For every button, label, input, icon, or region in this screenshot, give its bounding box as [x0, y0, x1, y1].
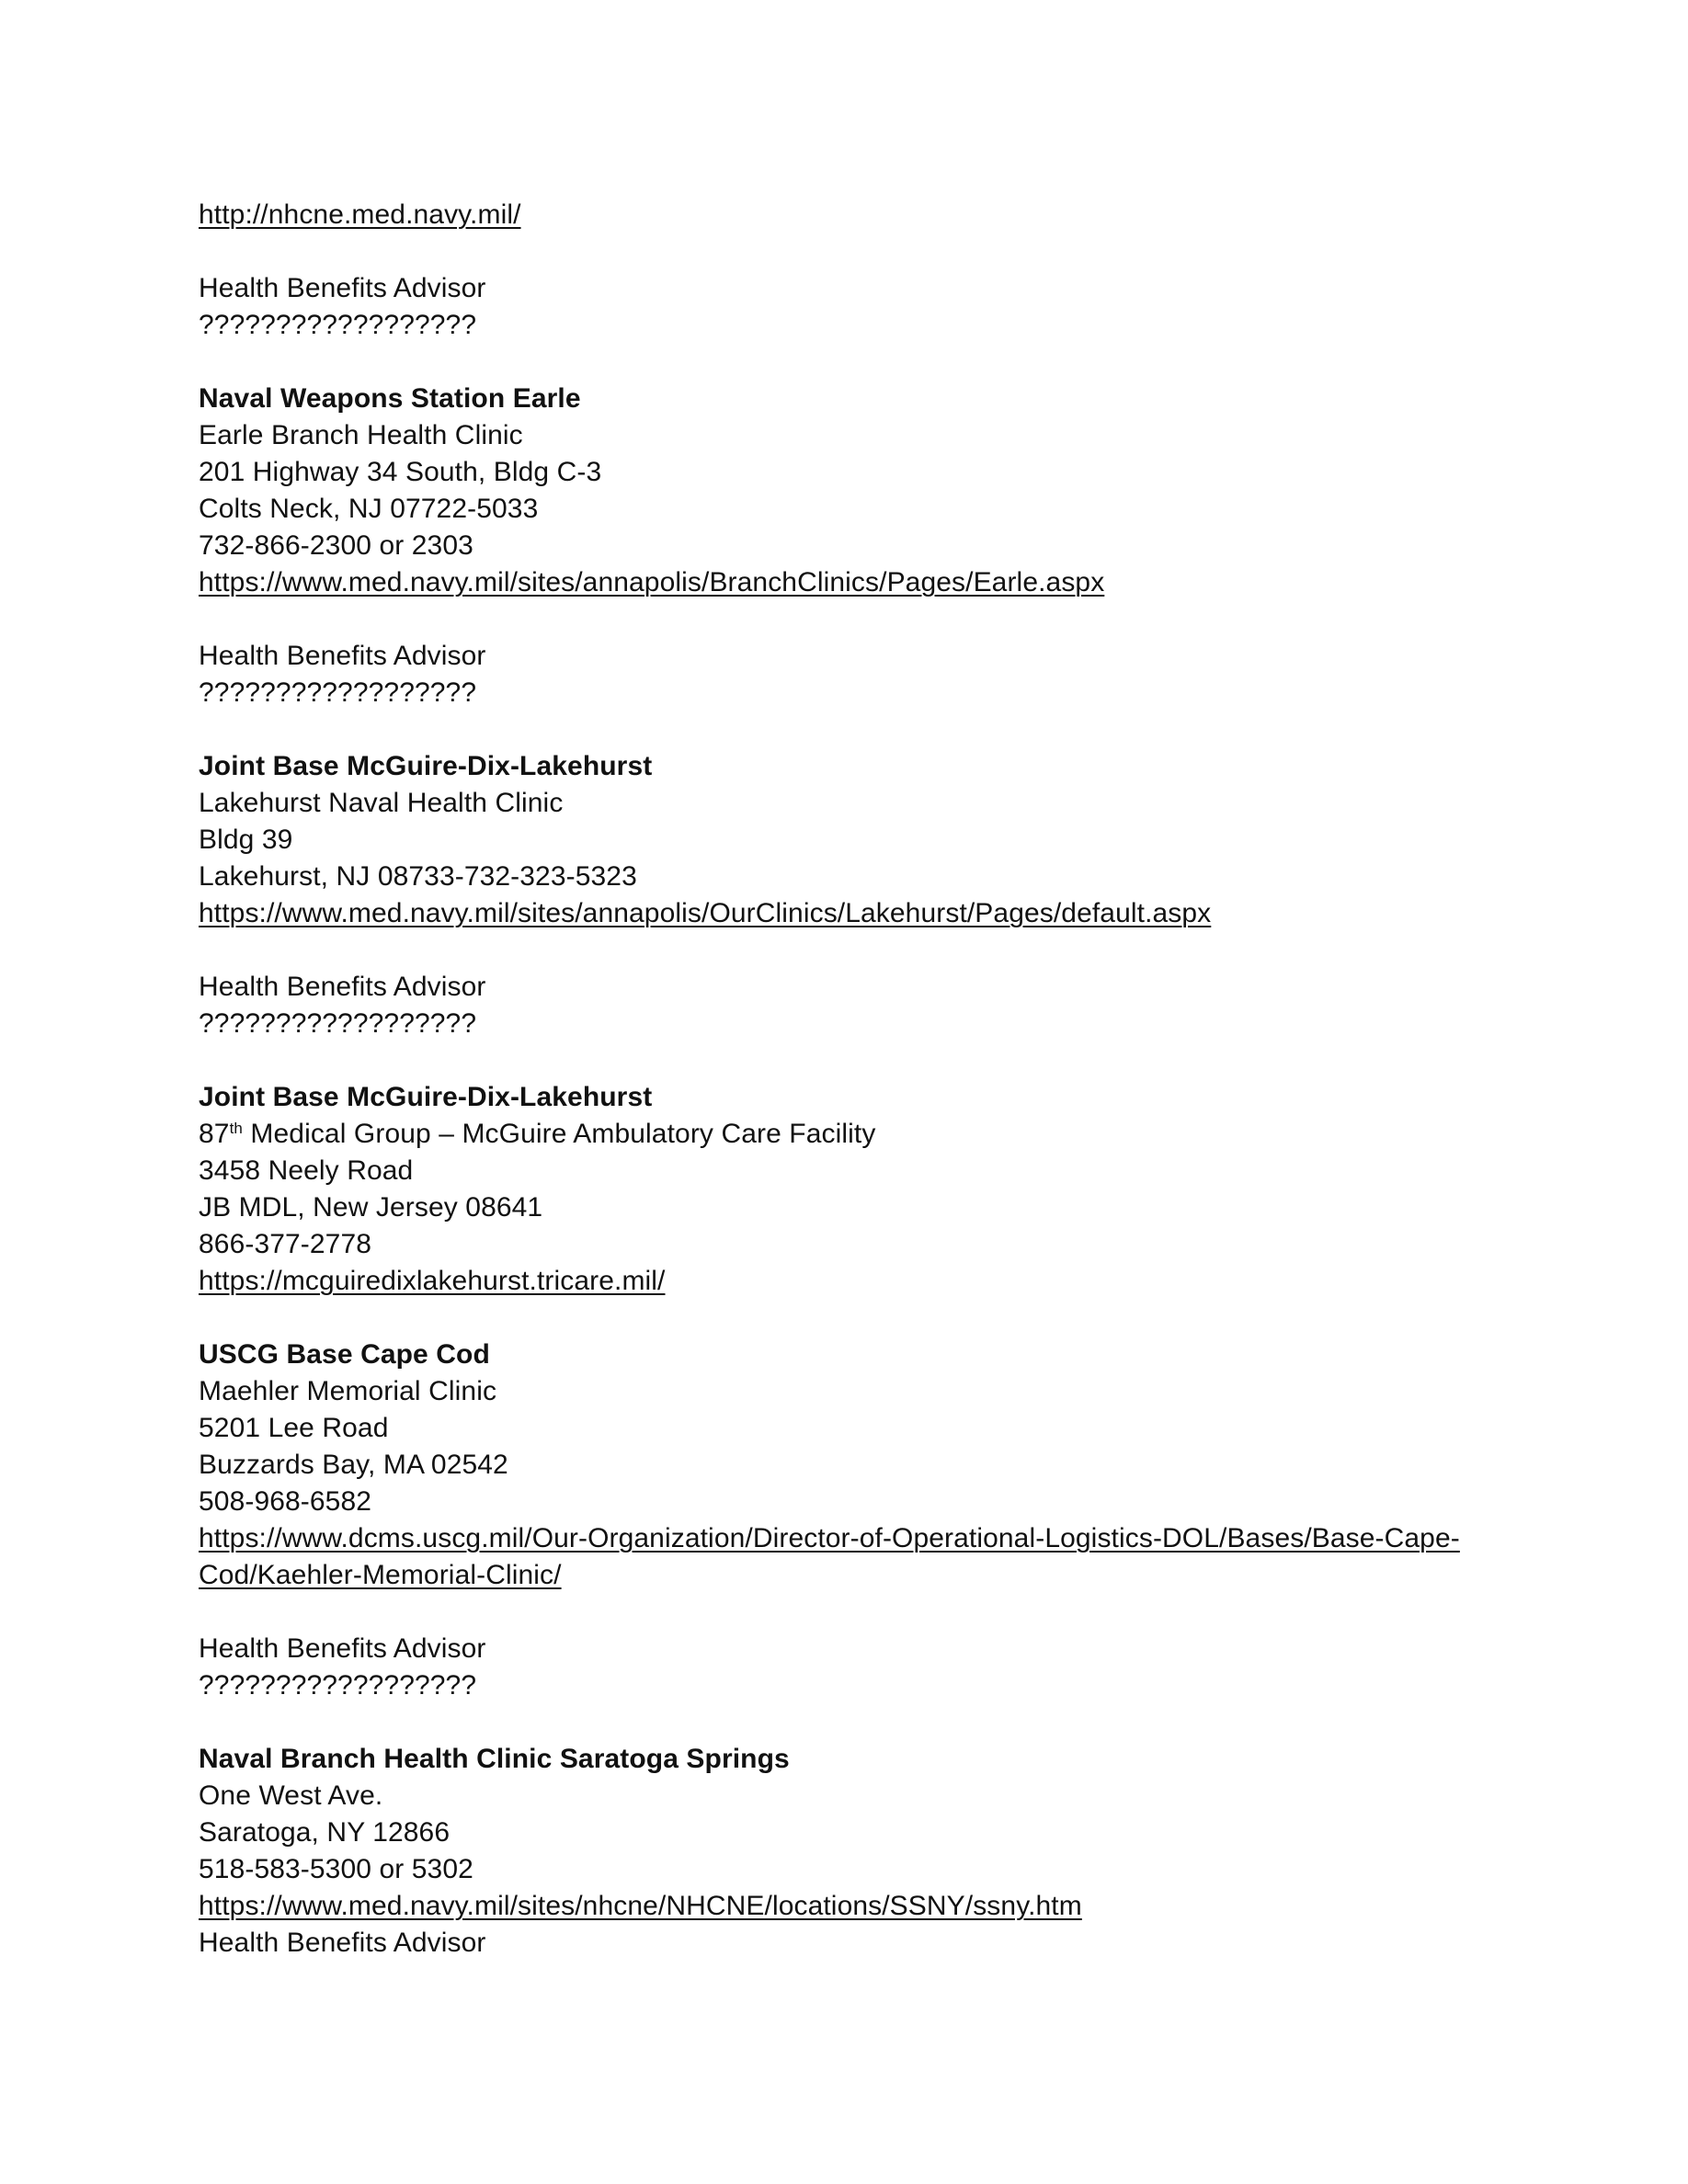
saratoga-heading: Naval Branch Health Clinic Saratoga Springs	[199, 1744, 790, 1774]
earle-section	[199, 381, 1504, 711]
advisor-label: Health Benefits Advisor	[199, 1928, 486, 1958]
capecod-address-line-1: 5201 Lee Road	[199, 1413, 389, 1443]
spacer	[199, 601, 1504, 638]
saratoga-link[interactable]: https://www.med.navy.mil/sites/nhcne/NHCNE/locations/SSNY/ssny.htm	[199, 1891, 1082, 1921]
spacer	[199, 932, 1504, 969]
mcguire-clinic-ordinal: th	[229, 1120, 243, 1137]
earle-address-line-2: Colts Neck, NJ 07722-5033	[199, 494, 539, 524]
spacer	[199, 1042, 1504, 1079]
lakehurst-address-line-2: Lakehurst, NJ 08733-732-323-5323	[199, 861, 637, 892]
earle-heading: Naval Weapons Station Earle	[199, 383, 581, 414]
earle-clinic: Earle Branch Health Clinic	[199, 420, 523, 450]
mcguire-clinic	[199, 1116, 1504, 1153]
spacer	[199, 344, 1504, 381]
capecod-clinic: Maehler Memorial Clinic	[199, 1376, 497, 1406]
lakehurst-heading: Joint Base McGuire-Dix-Lakehurst	[199, 751, 653, 781]
earle-link[interactable]: https://www.med.navy.mil/sites/annapolis/BranchClinics/Pages/Earle.aspx	[199, 567, 1105, 597]
capecod-link-line-1[interactable]: https://www.dcms.uscg.mil/Our-Organization/Director-of-Operational-Logistics-DOL/Bases/Base-Cape-	[199, 1523, 1460, 1553]
capecod-phone: 508-968-6582	[199, 1486, 372, 1517]
spacer	[199, 233, 1504, 270]
advisor-label: Health Benefits Advisor	[199, 1633, 486, 1664]
advisor-value: ??????????????????	[199, 1670, 477, 1701]
mcguire-heading: Joint Base McGuire-Dix-Lakehurst	[199, 1082, 653, 1112]
advisor-value: ??????????????????	[199, 677, 477, 708]
advisor-label: Health Benefits Advisor	[199, 972, 486, 1002]
capecod-heading: USCG Base Cape Cod	[199, 1339, 490, 1370]
saratoga-address-line-2: Saratoga, NY 12866	[199, 1817, 451, 1848]
mcguire-section	[199, 1079, 1504, 1300]
mcguire-clinic-name: Medical Group – McGuire Ambulatory Care Facility	[242, 1119, 876, 1149]
advisor-value: ??????????????????	[199, 310, 477, 340]
lakehurst-link[interactable]: https://www.med.navy.mil/sites/annapolis/OurClinics/Lakehurst/Pages/default.aspx	[199, 898, 1212, 928]
advisor-label: Health Benefits Advisor	[199, 273, 486, 303]
nhcne-link[interactable]: http://nhcne.med.navy.mil/	[199, 199, 521, 230]
capecod-section	[199, 1337, 1504, 1704]
lakehurst-section	[199, 748, 1504, 1042]
capecod-link-line-2[interactable]: Cod/Kaehler-Memorial-Clinic/	[199, 1560, 562, 1590]
spacer	[199, 711, 1504, 748]
document-page	[199, 197, 1504, 1962]
saratoga-section	[199, 1741, 1504, 1962]
capecod-address-line-2: Buzzards Bay, MA 02542	[199, 1450, 508, 1480]
advisor-label: Health Benefits Advisor	[199, 641, 486, 671]
saratoga-phone: 518-583-5300 or 5302	[199, 1854, 473, 1884]
spacer	[199, 1300, 1504, 1337]
mcguire-address-line-1: 3458 Neely Road	[199, 1155, 414, 1186]
mcguire-address-line-2: JB MDL, New Jersey 08641	[199, 1192, 543, 1223]
lakehurst-address-line-1: Bldg 39	[199, 825, 293, 855]
spacer	[199, 1594, 1504, 1631]
lakehurst-clinic: Lakehurst Naval Health Clinic	[199, 788, 564, 818]
advisor-value: ??????????????????	[199, 1008, 477, 1039]
saratoga-address-line-1: One West Ave.	[199, 1780, 383, 1811]
mcguire-clinic-number: 87	[199, 1119, 230, 1149]
mcguire-link[interactable]: https://mcguiredixlakehurst.tricare.mil/	[199, 1266, 666, 1296]
earle-address-line-1: 201 Highway 34 South, Bldg C-3	[199, 457, 602, 487]
mcguire-phone: 866-377-2778	[199, 1229, 372, 1259]
earle-phone: 732-866-2300 or 2303	[199, 530, 473, 561]
spacer	[199, 1704, 1504, 1741]
